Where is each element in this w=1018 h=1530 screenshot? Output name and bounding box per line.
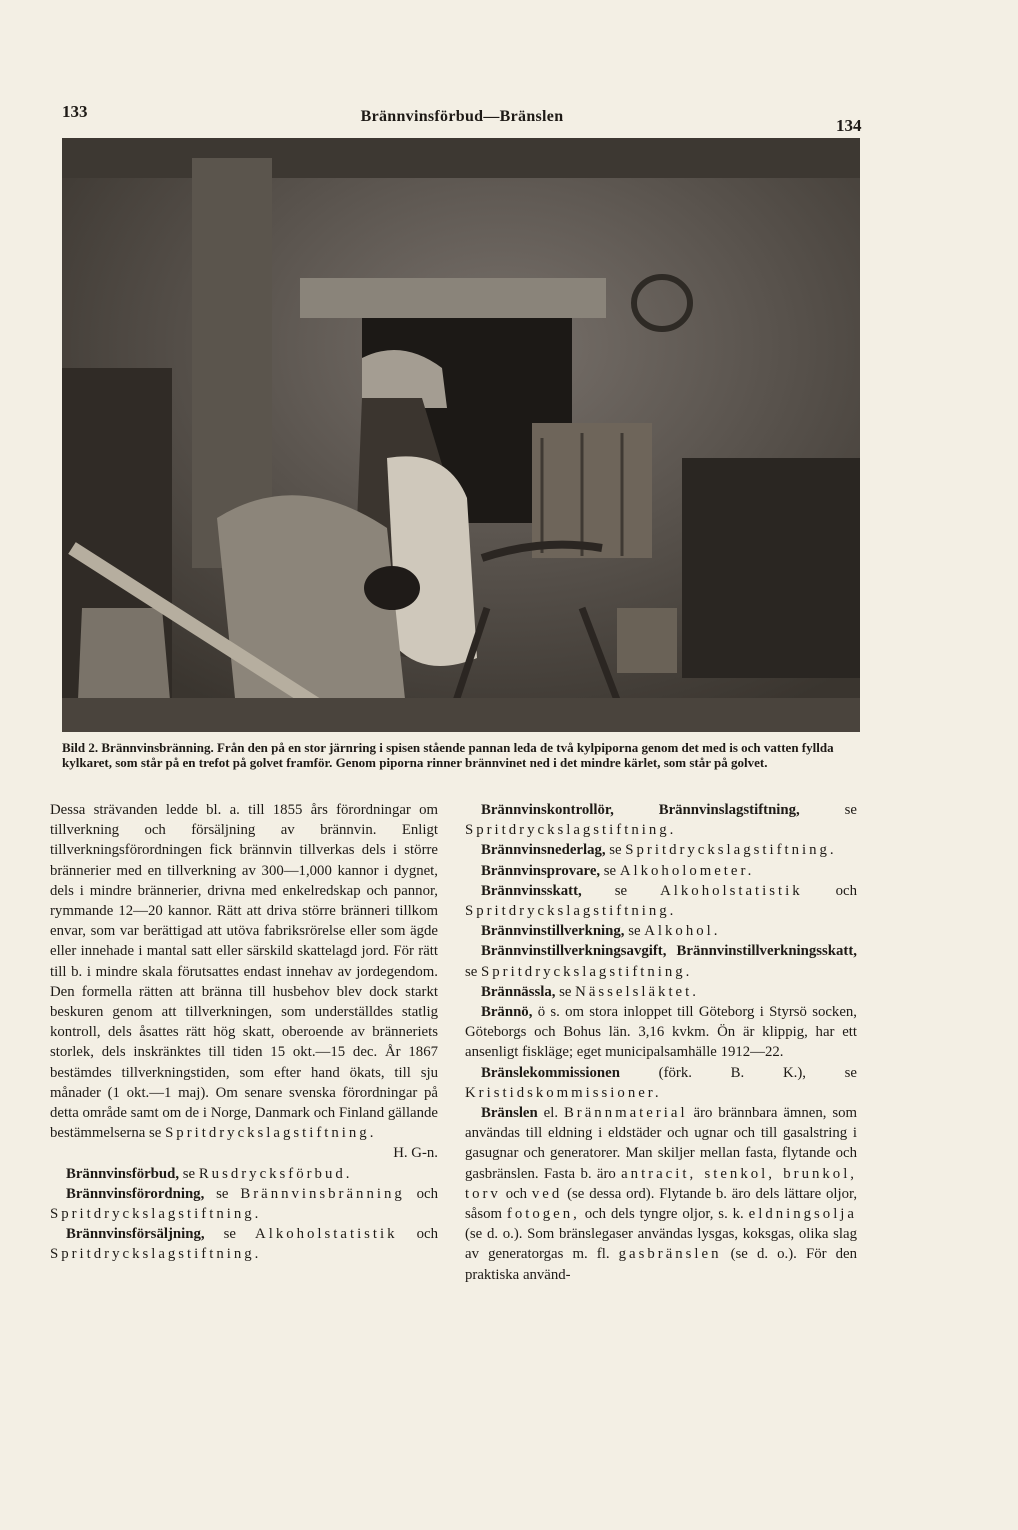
headword: Brännvinsförbud,: [66, 1165, 180, 1182]
entry-text: (förk. B. K.), se: [658, 1064, 857, 1081]
entry-text: och: [416, 1185, 438, 1202]
entry-brannvinsforordning: [50, 1184, 438, 1224]
headword: Brännvinsprovare,: [481, 862, 601, 879]
cross-reference: gasbränslen: [618, 1246, 722, 1263]
entry-text: och: [416, 1226, 438, 1243]
entry-brannvinstillverkning: [465, 921, 857, 941]
headword: Brännvinstillverkning,: [481, 923, 625, 940]
entry-text: se: [614, 882, 628, 899]
figure-caption: [62, 740, 862, 770]
cross-reference: Spritdryckslagstiftning.: [465, 822, 677, 839]
headword: Bränslen: [481, 1105, 538, 1122]
entry-branslekommissionen: [465, 1063, 857, 1103]
page-number-left: 133: [62, 102, 88, 121]
cross-reference: Spritdryckslagstiftning.: [50, 1246, 262, 1263]
cross-reference: Alkohol.: [644, 923, 721, 940]
cross-reference: Kristidskommissioner.: [465, 1084, 662, 1101]
headword: Brännvinsförsäljning,: [66, 1226, 205, 1243]
cross-reference: Brännmaterial: [563, 1105, 688, 1122]
headword: Brännö,: [481, 1004, 533, 1021]
entry-text: se: [844, 802, 857, 818]
right-column: [465, 800, 857, 1285]
entry-brannvinsforsaljning: [50, 1224, 438, 1264]
entry-text: el.: [543, 1105, 559, 1122]
cross-reference: Rusdrycksförbud.: [198, 1165, 353, 1182]
headword: Brännvinskontrollör, Brännvinslagstiftning,: [481, 802, 800, 818]
entry-brannassla: [465, 982, 857, 1002]
cross-reference: eldningsolja: [748, 1206, 857, 1223]
entry-branno: [465, 1002, 857, 1063]
cross-reference: Spritdryckslagstiftning.: [465, 903, 677, 920]
headword: Brännässla,: [481, 983, 556, 1000]
cross-reference: Alkoholstatistik: [255, 1226, 398, 1243]
photograph: [62, 138, 860, 732]
author-signature: H. G-n.: [393, 1145, 438, 1162]
cross-reference: fotogen,: [506, 1206, 580, 1223]
entry-text: se: [559, 983, 572, 1000]
entry-text: och: [835, 882, 858, 899]
entry-text: se: [182, 1165, 196, 1182]
cross-reference: Nässelsläktet.: [575, 983, 699, 1000]
figure-caption-text: Brännvinsbränning. Från den på en stor järnring i spisen stående pannan leda de två kylpiporna genom det med is och vatten fyllda kylkaret, som står på en trefot på golvet framför. Genom piporna rinner brännvinet ned i det mindre kärlet, som står på golvet.: [62, 740, 834, 770]
running-head: Brännvinsförbud—Bränslen: [360, 108, 564, 125]
entry-text: se: [216, 1185, 229, 1202]
cross-reference: Spritdryckslagstiftning.: [165, 1125, 377, 1142]
entry-brannvinskontrollor: [465, 800, 857, 840]
headword: Bränslekommissionen: [481, 1064, 620, 1081]
entry-branslen: [465, 1103, 857, 1285]
entry-text: se: [609, 842, 622, 859]
entry-text: (se d. o.). För den praktiska använd-: [465, 1246, 857, 1283]
cross-reference: antracit, stenkol, brunkol, torv: [465, 1165, 858, 1202]
cross-reference: ved: [531, 1185, 563, 1202]
paragraph-text: Dessa strävanden ledde bl. a. till 1855 års förordningar om tillverkning och försäljning av brännvin. Enligt tillverkningsförordningen fick brännvin tillverkas dels i större brännerier med en tillverkning av 300—1,000 kannor i dygnet, dels i mindre brännerier, drivna med enkelredskap och pannor, rymmande 12—20 kannor. Rätt att driva större bränneri tillkom envar, som var berättigad att utöva fabriksrörelse eller som ägde eller innehade i mantal satt eller särskild skattelagd jord. För rätt till b. i mindre skala förutsattes endast innehav av jordegendom. Den formella rätten att bränna till husbehov blev dock starkt beskuren genom att tillverkningen, som underställdes statlig kontroll, dels åsattes rätt hög skatt, oberoende av bränneriets storlek, dels inskränktes till tiden 15 okt.—15 dec. År 1867 bestämdes tillverkningstiden, som efter hand ökats, till sju månader (1 okt.—1 maj). Om senare svenska förordningar på detta område samt om de i Norge, Danmark och Finland gällande bestämmelserna se: [50, 802, 438, 1142]
entry-text: se: [223, 1226, 236, 1243]
figure-label: Bild 2.: [62, 740, 99, 755]
headword: Brännvinsnederlag,: [481, 842, 606, 859]
page-number-right: 134: [836, 116, 862, 135]
entry-text: och: [505, 1185, 528, 1202]
cross-reference: Alkoholstatistik: [660, 882, 803, 899]
entry-brannvinsskatt: [465, 881, 857, 921]
hearth-scene-illustration: [62, 138, 860, 732]
entry-brannvinsnederlag: [465, 840, 857, 860]
headword: Brännvinstillverkningsavgift, Brännvinstillverkningsskatt,: [481, 943, 857, 960]
headword: Brännvinsförordning,: [66, 1185, 205, 1202]
paragraph: [50, 800, 438, 1143]
entry-text: (se dessa ord). Flytande b. äro dels lättare oljor, såsom: [465, 1185, 858, 1223]
entry-brannvinstillverkningsavgift: [465, 941, 857, 981]
cross-reference: Alkoholometer.: [619, 862, 755, 879]
entry-brannvinsprovare: [465, 861, 857, 881]
cross-reference: Spritdryckslagstiftning.: [50, 1206, 262, 1223]
cross-reference: Brännvinsbränning: [240, 1185, 405, 1202]
entry-text: se: [628, 923, 641, 940]
entry-text: ö s. om stora inloppet till Göteborg i Styrsö socken, Göteborgs och Bohus län. 3,16 kvkm. Ön är klippig, har ett ansenligt fiskläge; eget municipalsamhälle 1912—22.: [465, 1004, 857, 1061]
headword: Brännvinsskatt,: [481, 882, 582, 899]
entry-text: äro brännbara ämnen, som användas till eldning i eldstäder och ugnar och till gasalstring i gasugnar och generatorer. Man skiljer mellan fasta, flytande och gasbränslen. Fasta b. äro: [465, 1105, 858, 1182]
entry-text: se: [465, 963, 478, 980]
entry-text: och dels tyngre oljor, s. k.: [584, 1206, 744, 1223]
entry-text: se: [603, 862, 617, 879]
cross-reference: Spritdryckslagstiftning.: [625, 842, 837, 859]
left-column: [50, 800, 438, 1265]
cross-reference: Spritdryckslagstiftning.: [481, 963, 693, 980]
entry-brannvinsforbud: [50, 1164, 438, 1184]
entry-text: (se d. o.). Som bränslegaser användas lysgas, koksgas, olika slag av generatorgas m. fl.: [465, 1226, 857, 1263]
